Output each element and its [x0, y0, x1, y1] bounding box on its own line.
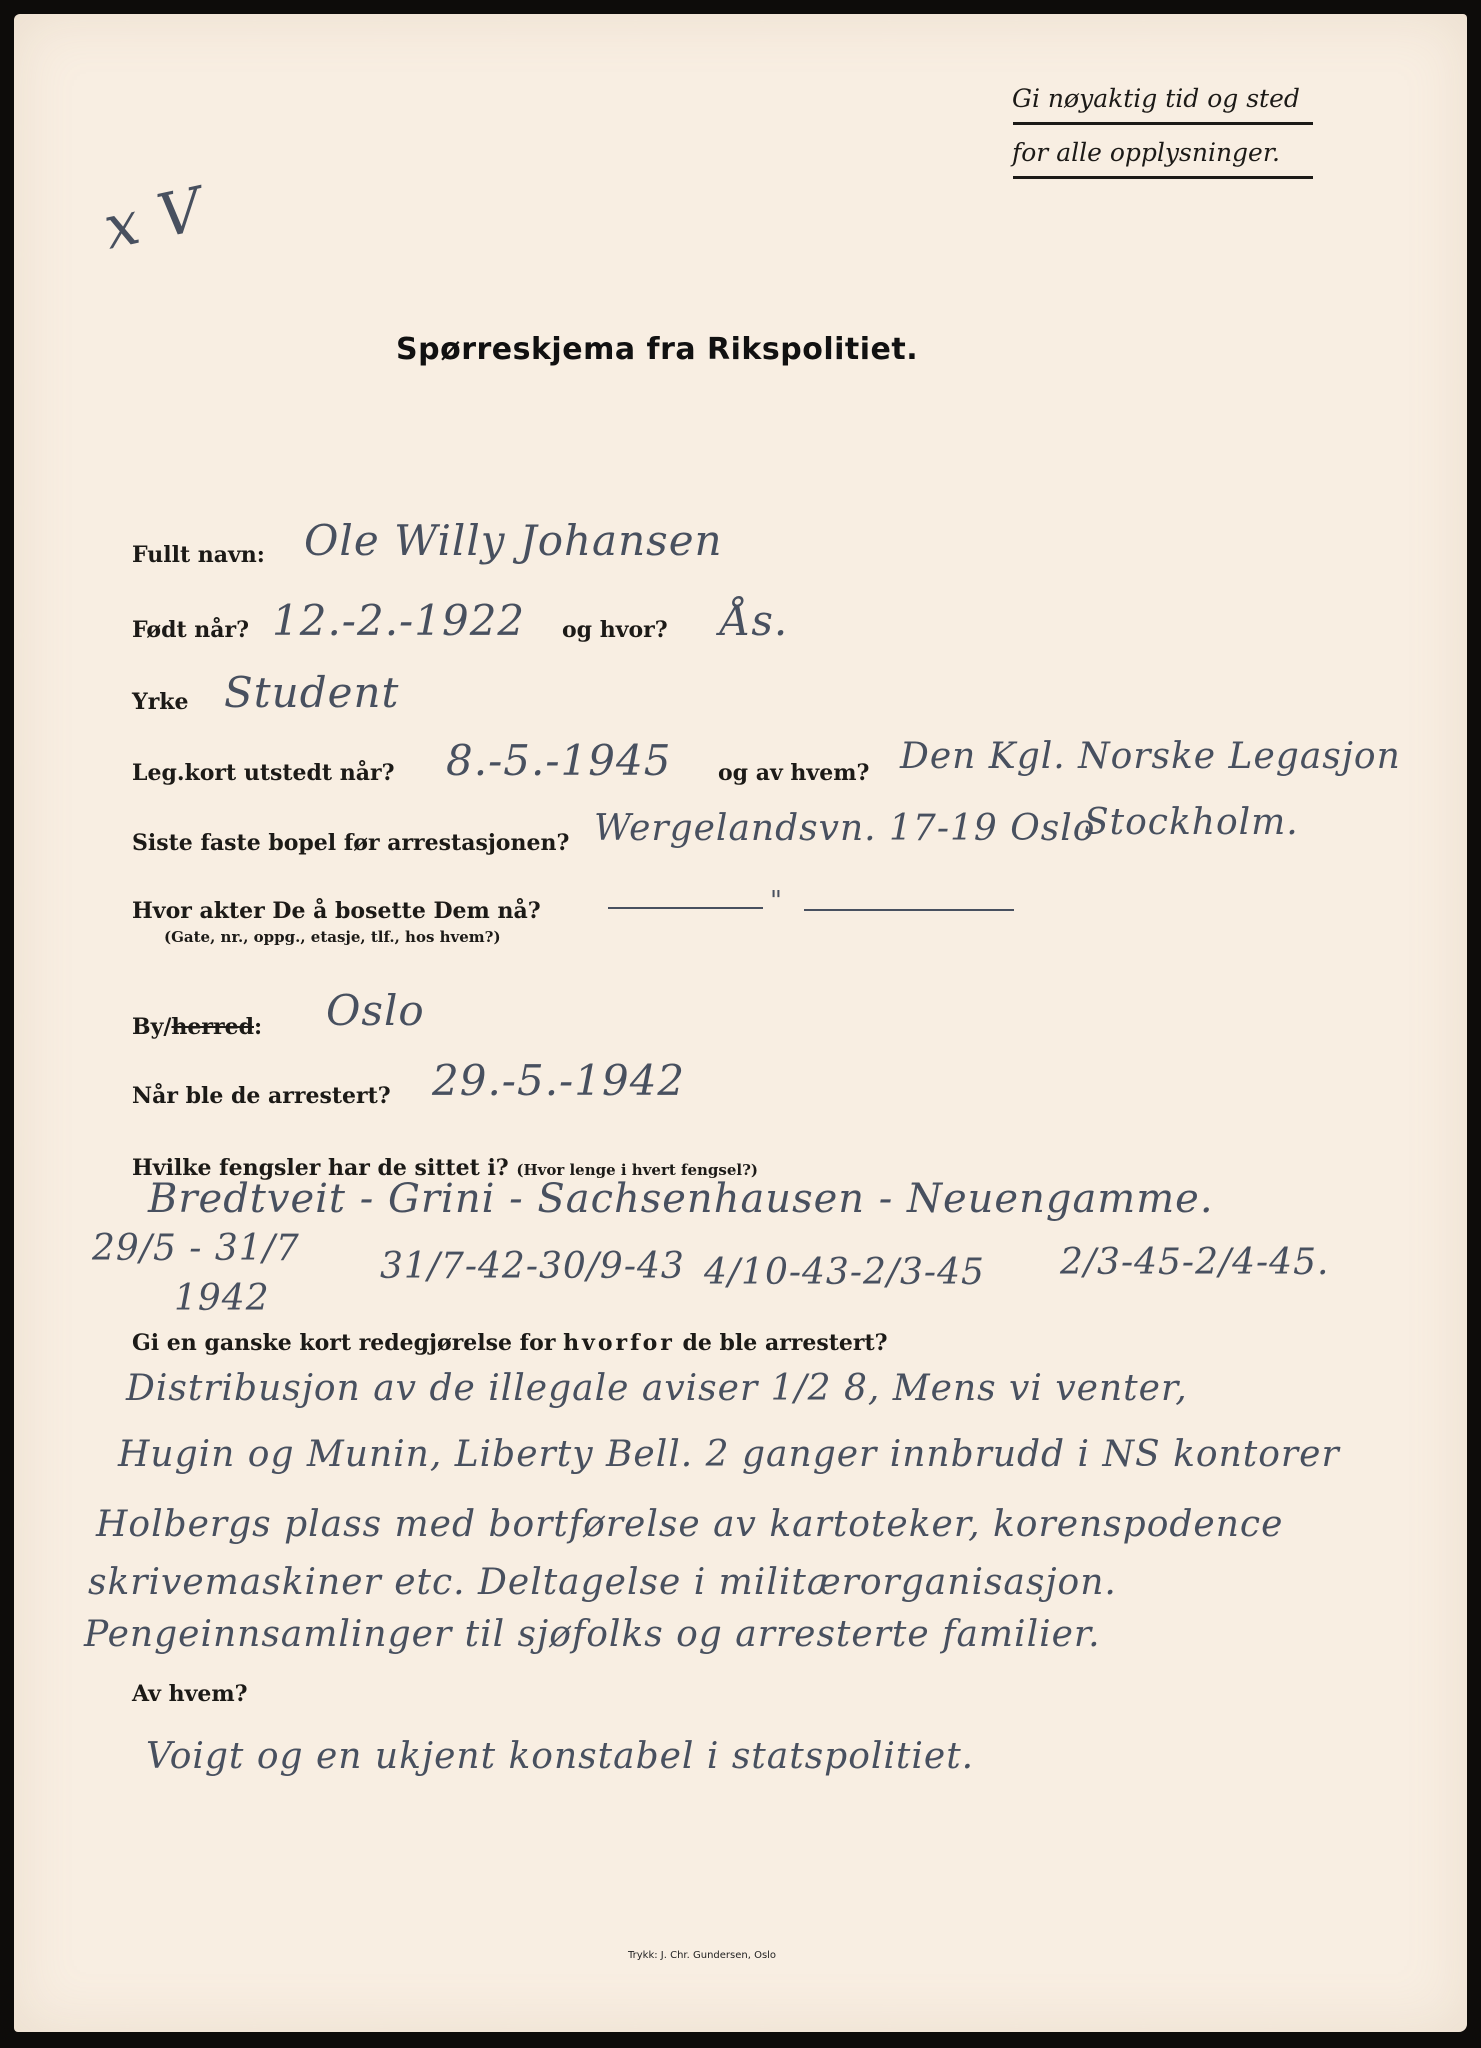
last-residence-value: Wergelandsvn. 17-19 Oslo: [594, 808, 1096, 849]
id-card-by-value: Den Kgl. Norske Legasjon: [900, 736, 1401, 777]
settle-where-label: Hvor akter De å bosette Dem nå?: [132, 898, 541, 924]
settle-where-value: ": [770, 886, 783, 916]
notice-line-2: for alle opplysninger.: [1012, 138, 1280, 167]
settle-where-sublabel: (Gate, nr., oppg., etasje, tlf., hos hvem?): [164, 928, 501, 946]
city-value: Oslo: [326, 986, 425, 1035]
settle-where-dash-1: [608, 907, 763, 909]
why-arrested-label: [132, 1330, 888, 1356]
prisons-line-1: Bredtveit - Grini - Sachsenhausen - Neuengamme.: [148, 1176, 1214, 1222]
form-title: Spørreskjema fra Rikspolitiet.: [396, 332, 919, 367]
why-arrested-line-2: Hugin og Munin, Liberty Bell. 2 ganger innbrudd i NS kontorer: [118, 1434, 1340, 1475]
id-card-when-label: Leg.kort utstedt når?: [132, 760, 395, 786]
form-sheet: [14, 14, 1467, 2032]
prisons-period-1-year: 1942: [174, 1278, 270, 1319]
why-arrested-line-1: Distribusjon av de illegale aviser 1/2 8, Mens vi venter,: [126, 1368, 1188, 1409]
occupation-label: Yrke: [132, 689, 189, 715]
city-label-by: By/: [132, 1014, 172, 1040]
prisons-sublabel: (Hvor lenge i hvert fengsel?): [516, 1161, 758, 1179]
city-label-herred: herred: [171, 1014, 254, 1040]
notice-rule-bottom: [1013, 176, 1313, 179]
notice-rule-top: [1013, 122, 1313, 125]
born-where-label: og hvor?: [562, 617, 668, 643]
by-whom-value: Voigt og en ukjent konstabel i statspolitiet.: [146, 1736, 975, 1777]
why-arrested-label-b: hvorfor: [563, 1330, 675, 1356]
id-card-by-value-line2: Stockholm.: [1084, 802, 1299, 843]
arrested-when-label: Når ble de arrestert?: [132, 1083, 391, 1109]
margin-mark: x V: [97, 174, 210, 264]
printer-footer: Trykk: J. Chr. Gundersen, Oslo: [628, 1950, 777, 1961]
born-where-value: Ås.: [720, 596, 789, 645]
by-whom-label: Av hvem?: [132, 1681, 248, 1707]
why-arrested-line-4: skrivemaskiner etc. Deltagelse i militærorganisasjon.: [88, 1562, 1117, 1603]
settle-where-dash-2: [804, 909, 1014, 911]
why-arrested-label-a: Gi en ganske kort redegjørelse for: [132, 1330, 564, 1356]
prisons-period-4: 2/3-45-2/4-45.: [1060, 1242, 1330, 1283]
arrested-when-value: 29.-5.-1942: [432, 1056, 686, 1105]
prisons-label-main: Hvilke fengsler har de sittet i?: [132, 1155, 509, 1181]
prisons-period-3: 4/10-43-2/3-45: [704, 1252, 985, 1293]
city-label-colon: :: [253, 1014, 263, 1040]
full-name-label: Fullt navn:: [132, 542, 265, 568]
id-card-by-label: og av hvem?: [718, 760, 870, 786]
id-card-when-value: 8.-5.-1945: [446, 736, 672, 785]
why-arrested-label-c: de ble arrestert?: [674, 1330, 888, 1356]
born-when-value: 12.-2.-1922: [272, 596, 526, 645]
prisons-period-1: 29/5 - 31/7: [92, 1228, 300, 1269]
prisons-period-2: 31/7-42-30/9-43: [380, 1246, 685, 1287]
full-name-value: Ole Willy Johansen: [304, 516, 723, 565]
notice-line-1: Gi nøyaktig tid og sted: [1012, 84, 1300, 113]
city-label: [132, 1014, 262, 1040]
occupation-value: Student: [224, 668, 400, 717]
born-when-label: Født når?: [132, 617, 250, 643]
last-residence-label: Siste faste bopel før arrestasjonen?: [132, 830, 570, 856]
why-arrested-line-3: Holbergs plass med bortførelse av kartoteker, korenspodence: [96, 1504, 1284, 1545]
why-arrested-line-5: Pengeinnsamlinger til sjøfolks og arresterte familier.: [84, 1614, 1101, 1655]
